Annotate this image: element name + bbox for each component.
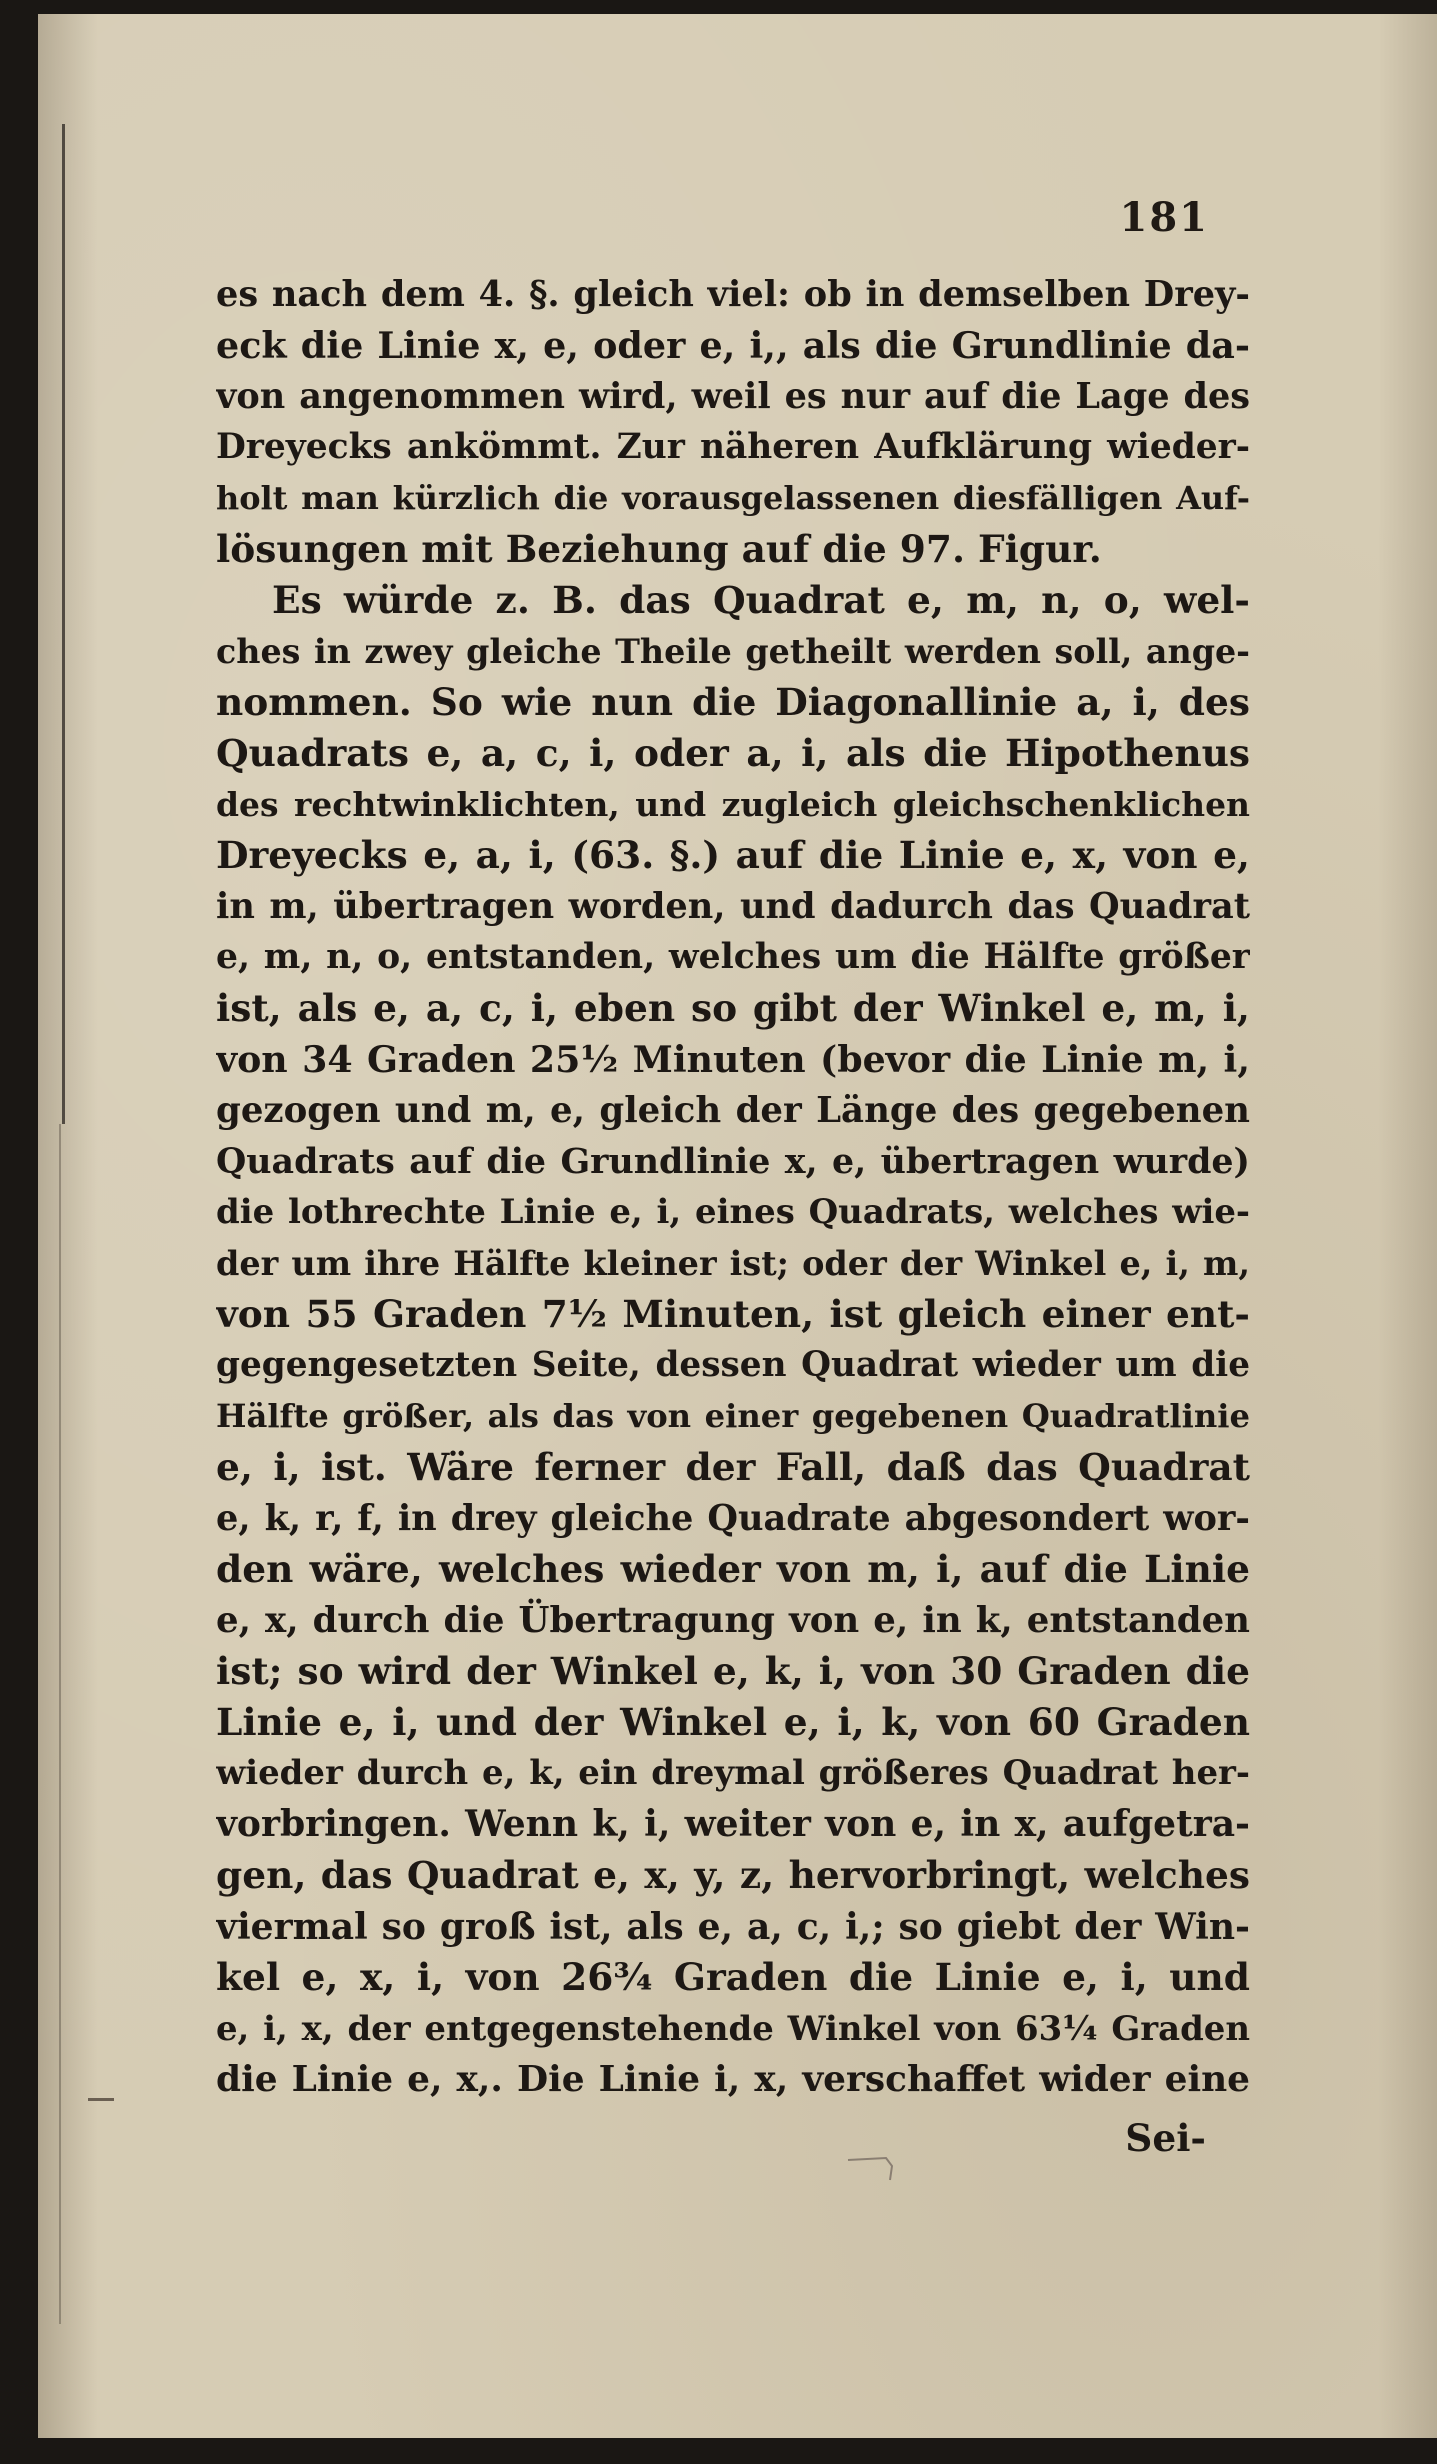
text-line: wieder durch e, k, ein dreymal größeres Quadrat her- — [216, 1753, 1250, 1793]
body-text — [216, 269, 1250, 2105]
text-line: lösungen mit Beziehung auf die 97. Figur. — [216, 527, 1102, 571]
text-line: gegengesetzten Seite, dessen Quadrat wieder um die — [216, 1345, 1250, 1385]
text-line: Quadrats auf die Grundlinie x, e, übertragen wurde) — [216, 1141, 1250, 1182]
text-line: ist, als e, a, c, i, eben so gibt der Winkel e, m, i, — [216, 986, 1250, 1030]
text-line: Dreyecks ankömmt. Zur näheren Aufklärung wieder- — [216, 427, 1250, 467]
text-line: von 55 Graden 7½ Minuten, ist gleich einer ent- — [216, 1292, 1250, 1336]
text-line: e, i, ist. Wäre ferner der Fall, daß das Quadrat — [216, 1445, 1250, 1489]
text-line: Linie e, i, und der Winkel e, i, k, von 60 Graden — [216, 1700, 1250, 1744]
binding-edge — [62, 124, 65, 1124]
text-line: e, x, durch die Übertragung von e, in k, entstanden — [216, 1600, 1250, 1641]
text-line: es nach dem 4. §. gleich viel: ob in demselben Drey- — [216, 274, 1250, 315]
text-line: viermal so groß ist, als e, a, c, i,; so giebt der Win- — [216, 1905, 1250, 1948]
text-line: Hälfte größer, als das von einer gegebenen Quadratlinie — [216, 1397, 1250, 1435]
text-line: e, m, n, o, entstanden, welches um die Hälfte größer — [216, 937, 1250, 977]
text-line: Dreyecks e, a, i, (63. §.) auf die Linie e, x, von e, — [216, 833, 1250, 877]
text-line: des rechtwinklichten, und zugleich gleichschenklichen — [216, 785, 1250, 824]
text-line: die Linie e, x,. Die Linie i, x, verschaffet wider eine — [216, 2058, 1250, 2100]
text-line: gezogen und m, e, gleich der Länge des gegebenen — [216, 1090, 1250, 1131]
text-line: Es würde z. B. das Quadrat e, m, n, o, wel- — [272, 578, 1250, 622]
text-line: die lothrechte Linie e, i, eines Quadrats, welches wie- — [216, 1192, 1250, 1232]
text-line: den wäre, welches wieder von m, i, auf die Linie — [216, 1547, 1250, 1591]
text-line: e, i, x, der entgegenstehende Winkel von 63¼ Graden — [216, 2008, 1250, 2048]
pencil-mark — [846, 2146, 906, 2186]
text-line: e, k, r, f, in drey gleiche Quadrate abgesondert wor- — [216, 1498, 1250, 1539]
text-line: Quadrats e, a, c, i, oder a, i, als die Hipothenus — [216, 731, 1250, 775]
catchword: Sei- — [1125, 2116, 1206, 2160]
text-line: von 34 Graden 25½ Minuten (bevor die Linie m, i, — [216, 1038, 1250, 1081]
book-page — [38, 14, 1437, 2438]
text-line: gen, das Quadrat e, x, y, z, hervorbringt, welches — [216, 1853, 1250, 1897]
text-line: in m, übertragen worden, und dadurch das Quadrat — [216, 886, 1250, 927]
text-line: holt man kürzlich die vorausgelassenen diesfälligen Auf- — [216, 479, 1250, 517]
text-line: von angenommen wird, weil es nur auf die Lage des — [216, 376, 1250, 417]
binding-shadow — [59, 1124, 61, 2324]
page-number: 181 — [1119, 194, 1209, 241]
text-line: kel e, x, i, von 26¾ Graden die Linie e, i, und — [216, 1955, 1250, 1999]
text-line: vorbringen. Wenn k, i, weiter von e, in x, aufgetra- — [216, 1803, 1250, 1845]
margin-mark — [88, 2098, 114, 2101]
text-line: nommen. So wie nun die Diagonallinie a, i, des — [216, 680, 1250, 724]
text-line: eck die Linie x, e, oder e, i,, als die Grundlinie da- — [216, 324, 1250, 367]
text-line: der um ihre Hälfte kleiner ist; oder der Winkel e, i, m, — [216, 1244, 1250, 1283]
text-line: ches in zwey gleiche Theile getheilt werden soll, ange- — [216, 632, 1250, 671]
text-line: ist; so wird der Winkel e, k, i, von 30 Graden die — [216, 1649, 1250, 1693]
